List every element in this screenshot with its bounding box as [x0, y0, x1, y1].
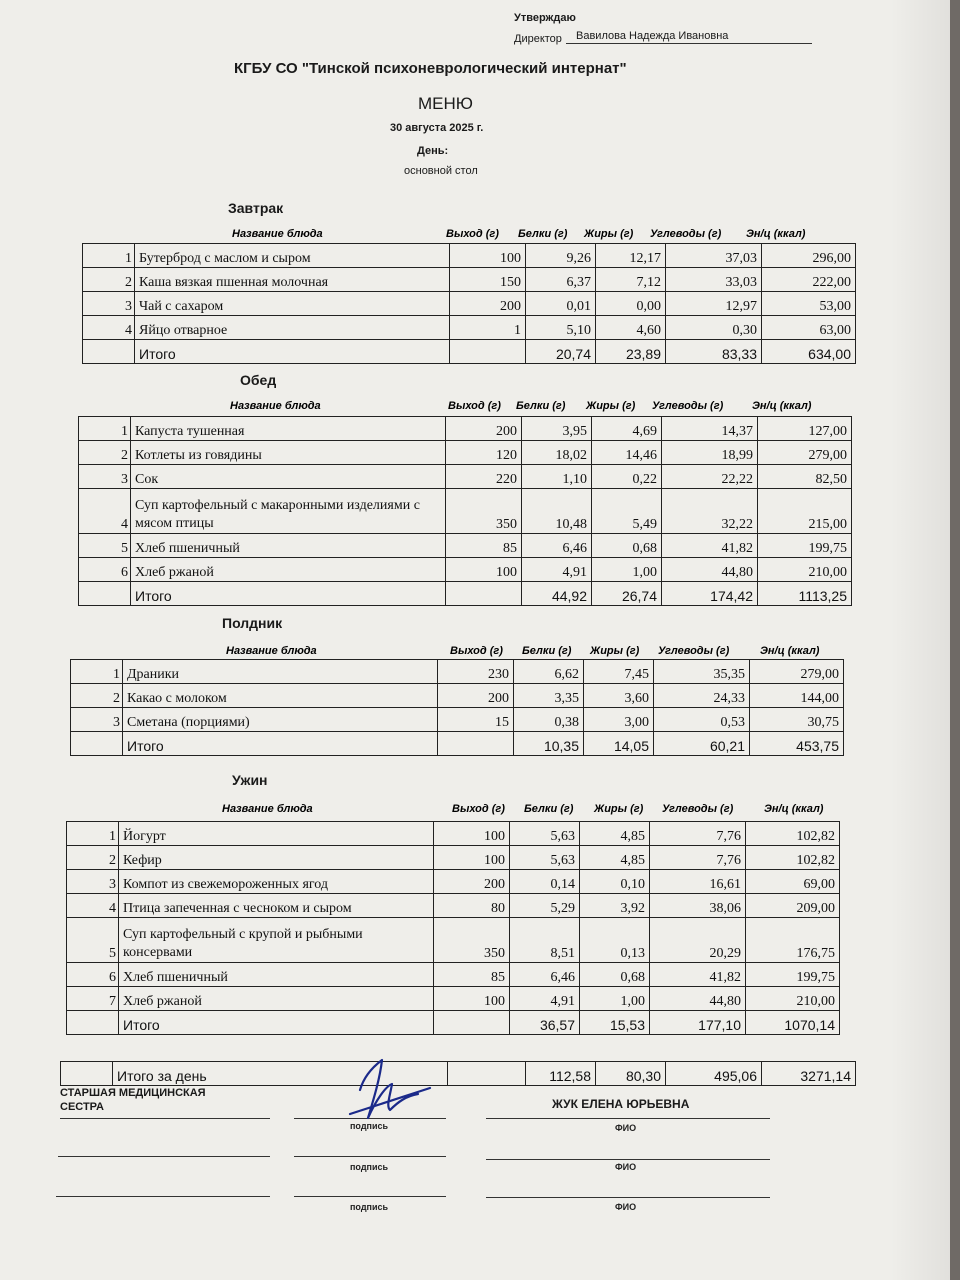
dish-yield: 15	[438, 708, 514, 732]
dish-energy: 127,00	[758, 417, 852, 441]
table-row	[79, 441, 852, 465]
dish-fat: 4,60	[596, 316, 666, 340]
dish-name: Хлеб ржаной	[119, 987, 434, 1011]
dish-name: Компот из свежемороженных ягод	[119, 870, 434, 894]
dish-carbs: 24,33	[654, 684, 750, 708]
column-header-fat: Жиры (г)	[586, 400, 636, 412]
table-row	[79, 417, 852, 441]
table-row	[71, 708, 844, 732]
total-row	[83, 340, 856, 364]
dish-name: Бутерброд с маслом и сыром	[135, 244, 450, 268]
dish-name: Какао с молоком	[123, 684, 438, 708]
dish-energy: 199,75	[746, 963, 840, 987]
dish-fat: 0,68	[580, 963, 650, 987]
row-number: 6	[79, 558, 131, 582]
dish-protein: 5,10	[526, 316, 596, 340]
dish-fat: 3,60	[584, 684, 654, 708]
dish-fat: 5,49	[592, 489, 662, 534]
table-row	[79, 465, 852, 489]
dish-yield: 80	[434, 894, 510, 918]
dish-protein: 4,91	[510, 987, 580, 1011]
dish-energy: 209,00	[746, 894, 840, 918]
dish-carbs: 18,99	[662, 441, 758, 465]
total-protein: 10,35	[514, 732, 584, 756]
dish-name: Капуста тушенная	[131, 417, 446, 441]
approve-label: Утверждаю	[514, 12, 576, 24]
total-label: Итого	[135, 340, 450, 364]
sign-label-1: подпись	[350, 1121, 389, 1131]
dish-carbs: 32,22	[662, 489, 758, 534]
dish-name: Хлеб пшеничный	[119, 963, 434, 987]
dish-name: Каша вязкая пшенная молочная	[135, 268, 450, 292]
row-number: 3	[71, 708, 123, 732]
column-header-protein: Белки (г)	[518, 228, 568, 240]
total-n	[67, 1011, 119, 1035]
row-number: 1	[83, 244, 135, 268]
section-table	[78, 416, 852, 606]
dish-protein: 0,38	[514, 708, 584, 732]
column-header-protein: Белки (г)	[516, 400, 566, 412]
sign-line-3-mid	[294, 1196, 446, 1197]
total-energy: 1070,14	[746, 1011, 840, 1035]
total-energy: 453,75	[750, 732, 844, 756]
dish-carbs: 44,80	[650, 987, 746, 1011]
dish-yield: 100	[434, 846, 510, 870]
table-row	[79, 534, 852, 558]
dish-yield: 100	[450, 244, 526, 268]
section-title: Ужин	[232, 772, 268, 788]
total-fat: 23,89	[596, 340, 666, 364]
dish-energy: 210,00	[746, 987, 840, 1011]
dish-protein: 0,14	[510, 870, 580, 894]
column-header-name: Название блюда	[222, 803, 313, 815]
total-label: Итого	[131, 582, 446, 606]
dish-carbs: 20,29	[650, 918, 746, 963]
dish-energy: 30,75	[750, 708, 844, 732]
dish-fat: 14,46	[592, 441, 662, 465]
table-row	[67, 963, 840, 987]
dish-protein: 5,63	[510, 822, 580, 846]
dish-protein: 8,51	[510, 918, 580, 963]
menu-date: 30 августа 2025 г.	[390, 122, 484, 134]
dish-fat: 3,92	[580, 894, 650, 918]
row-number: 2	[83, 268, 135, 292]
total-label: Итого	[119, 1011, 434, 1035]
sign-label-3: подпись	[350, 1202, 389, 1212]
table-row	[83, 268, 856, 292]
dish-protein: 1,10	[522, 465, 592, 489]
dish-fat: 7,12	[596, 268, 666, 292]
dish-carbs: 0,53	[654, 708, 750, 732]
day-total-row	[61, 1062, 856, 1086]
column-header-energy: Эн/ц (ккал)	[764, 803, 824, 815]
sign-line-2-left	[58, 1156, 270, 1157]
fio-label-1: ФИО	[615, 1123, 637, 1133]
dish-protein: 0,01	[526, 292, 596, 316]
nurse-name: ЖУК ЕЛЕНА ЮРЬЕВНА	[552, 1097, 690, 1111]
dish-fat: 4,85	[580, 822, 650, 846]
dish-energy: 102,82	[746, 822, 840, 846]
dish-fat: 4,69	[592, 417, 662, 441]
dish-carbs: 37,03	[666, 244, 762, 268]
dish-name: Хлеб пшеничный	[131, 534, 446, 558]
row-number: 2	[79, 441, 131, 465]
day-total-table	[60, 1061, 856, 1086]
day-total-protein: 112,58	[526, 1062, 596, 1086]
column-header-fat: Жиры (г)	[584, 228, 634, 240]
total-protein: 36,57	[510, 1011, 580, 1035]
day-total-carbs: 495,06	[666, 1062, 762, 1086]
total-n	[83, 340, 135, 364]
sign-line-2-mid	[294, 1156, 446, 1157]
total-fat: 15,53	[580, 1011, 650, 1035]
row-number: 4	[79, 489, 131, 534]
dish-energy: 222,00	[762, 268, 856, 292]
dish-fat: 3,00	[584, 708, 654, 732]
row-number: 3	[83, 292, 135, 316]
table-row	[67, 987, 840, 1011]
row-number: 2	[71, 684, 123, 708]
dish-energy: 144,00	[750, 684, 844, 708]
dish-name: Птица запеченная с чесноком и сыром	[119, 894, 434, 918]
dish-carbs: 7,76	[650, 846, 746, 870]
dish-energy: 63,00	[762, 316, 856, 340]
dish-yield: 85	[446, 534, 522, 558]
dish-protein: 6,37	[526, 268, 596, 292]
row-number: 4	[83, 316, 135, 340]
column-header-yield: Выход (г)	[452, 803, 505, 815]
dish-protein: 3,95	[522, 417, 592, 441]
dish-energy: 102,82	[746, 846, 840, 870]
dish-energy: 296,00	[762, 244, 856, 268]
column-header-energy: Эн/ц (ккал)	[752, 400, 812, 412]
total-yield	[446, 582, 522, 606]
column-header-carbs: Углеводы (г)	[652, 400, 724, 412]
column-header-protein: Белки (г)	[522, 645, 572, 657]
row-number: 5	[67, 918, 119, 963]
dish-yield: 350	[446, 489, 522, 534]
director-label: Директор	[514, 33, 562, 45]
column-header-energy: Эн/ц (ккал)	[760, 645, 820, 657]
section-table	[82, 243, 856, 364]
dish-energy: 176,75	[746, 918, 840, 963]
total-yield	[438, 732, 514, 756]
dish-fat: 0,68	[592, 534, 662, 558]
total-row	[71, 732, 844, 756]
dish-yield: 200	[446, 417, 522, 441]
table-row	[71, 660, 844, 684]
dish-carbs: 44,80	[662, 558, 758, 582]
table-type: основной стол	[404, 165, 478, 177]
sign-line-3-left	[56, 1196, 270, 1197]
dish-name: Чай с сахаром	[135, 292, 450, 316]
dish-carbs: 14,37	[662, 417, 758, 441]
total-energy: 1113,25	[758, 582, 852, 606]
column-header-carbs: Углеводы (г)	[658, 645, 730, 657]
dish-protein: 5,63	[510, 846, 580, 870]
table-row	[71, 684, 844, 708]
dish-yield: 200	[450, 292, 526, 316]
row-number: 5	[79, 534, 131, 558]
dish-carbs: 12,97	[666, 292, 762, 316]
dish-yield: 220	[446, 465, 522, 489]
dish-yield: 350	[434, 918, 510, 963]
fio-label-2: ФИО	[615, 1162, 637, 1172]
column-header-fat: Жиры (г)	[590, 645, 640, 657]
section-title: Обед	[240, 372, 277, 388]
table-row	[83, 316, 856, 340]
row-number: 7	[67, 987, 119, 1011]
dish-name: Кефир	[119, 846, 434, 870]
table-row	[67, 870, 840, 894]
column-header-carbs: Углеводы (г)	[662, 803, 734, 815]
total-fat: 14,05	[584, 732, 654, 756]
dish-carbs: 38,06	[650, 894, 746, 918]
row-number: 2	[67, 846, 119, 870]
nurse-label: СТАРШАЯ МЕДИЦИНСКАЯ СЕСТРА	[60, 1087, 206, 1113]
dish-energy: 53,00	[762, 292, 856, 316]
row-number: 1	[79, 417, 131, 441]
dish-fat: 0,13	[580, 918, 650, 963]
table-row	[67, 822, 840, 846]
organization-name: КГБУ СО "Тинской психоневрологический интернат"	[234, 60, 627, 77]
sign-line-3-right	[486, 1197, 770, 1198]
dish-protein: 6,46	[510, 963, 580, 987]
dish-name: Сок	[131, 465, 446, 489]
dish-fat: 1,00	[592, 558, 662, 582]
day-total-fat: 80,30	[596, 1062, 666, 1086]
handwritten-signature	[330, 1048, 440, 1128]
director-name: Вавилова Надежда Ивановна	[576, 30, 729, 42]
row-number: 1	[71, 660, 123, 684]
dish-carbs: 16,61	[650, 870, 746, 894]
row-number: 3	[67, 870, 119, 894]
total-row	[67, 1011, 840, 1035]
dish-carbs: 35,35	[654, 660, 750, 684]
table-row	[67, 846, 840, 870]
column-header-yield: Выход (г)	[448, 400, 501, 412]
dish-fat: 1,00	[580, 987, 650, 1011]
total-fat: 26,74	[592, 582, 662, 606]
dish-energy: 82,50	[758, 465, 852, 489]
dish-yield: 100	[446, 558, 522, 582]
dish-protein: 10,48	[522, 489, 592, 534]
dish-energy: 279,00	[758, 441, 852, 465]
day-total-yield	[448, 1062, 526, 1086]
column-header-energy: Эн/ц (ккал)	[746, 228, 806, 240]
column-header-name: Название блюда	[232, 228, 323, 240]
dish-fat: 7,45	[584, 660, 654, 684]
total-carbs: 60,21	[654, 732, 750, 756]
dish-energy: 279,00	[750, 660, 844, 684]
table-row	[83, 244, 856, 268]
dish-carbs: 7,76	[650, 822, 746, 846]
total-yield	[434, 1011, 510, 1035]
total-protein: 20,74	[526, 340, 596, 364]
row-number: 3	[79, 465, 131, 489]
sign-line-1-left	[60, 1118, 270, 1119]
dish-yield: 230	[438, 660, 514, 684]
dish-protein: 6,62	[514, 660, 584, 684]
dish-name: Суп картофельный с макаронными изделиями с мясом птицы	[131, 489, 446, 534]
dish-protein: 9,26	[526, 244, 596, 268]
dish-name: Суп картофельный с крупой и рыбными консервами	[119, 918, 434, 963]
dish-protein: 5,29	[510, 894, 580, 918]
dish-energy: 199,75	[758, 534, 852, 558]
dish-fat: 0,22	[592, 465, 662, 489]
dish-protein: 6,46	[522, 534, 592, 558]
day-total-n	[61, 1062, 113, 1086]
dish-yield: 200	[434, 870, 510, 894]
section-title: Завтрак	[228, 200, 284, 216]
day-total-label: Итого за день	[113, 1062, 448, 1086]
table-row	[79, 558, 852, 582]
dish-yield: 120	[446, 441, 522, 465]
total-n	[71, 732, 123, 756]
total-n	[79, 582, 131, 606]
day-label: День:	[417, 145, 449, 157]
section-table	[70, 659, 844, 756]
dish-name: Драники	[123, 660, 438, 684]
table-row	[67, 918, 840, 963]
dish-energy: 215,00	[758, 489, 852, 534]
total-energy: 634,00	[762, 340, 856, 364]
total-carbs: 177,10	[650, 1011, 746, 1035]
dish-yield: 1	[450, 316, 526, 340]
column-header-name: Название блюда	[226, 645, 317, 657]
sign-line-1-right	[486, 1118, 770, 1119]
section-title: Полдник	[222, 615, 283, 631]
dish-yield: 100	[434, 987, 510, 1011]
dish-carbs: 22,22	[662, 465, 758, 489]
document-title: МЕНЮ	[418, 94, 473, 113]
dish-name: Сметана (порциями)	[123, 708, 438, 732]
section-table	[66, 821, 840, 1035]
dish-energy: 210,00	[758, 558, 852, 582]
dish-fat: 0,00	[596, 292, 666, 316]
dish-protein: 18,02	[522, 441, 592, 465]
row-number: 4	[67, 894, 119, 918]
day-total-energy: 3271,14	[762, 1062, 856, 1086]
sign-label-2: подпись	[350, 1162, 389, 1172]
total-protein: 44,92	[522, 582, 592, 606]
dish-fat: 12,17	[596, 244, 666, 268]
table-row	[79, 489, 852, 534]
dish-name: Котлеты из говядины	[131, 441, 446, 465]
column-header-yield: Выход (г)	[450, 645, 503, 657]
total-carbs: 174,42	[662, 582, 758, 606]
dish-name: Йогурт	[119, 822, 434, 846]
dish-name: Яйцо отварное	[135, 316, 450, 340]
dish-protein: 3,35	[514, 684, 584, 708]
column-header-fat: Жиры (г)	[594, 803, 644, 815]
dish-fat: 0,10	[580, 870, 650, 894]
dish-energy: 69,00	[746, 870, 840, 894]
dish-carbs: 33,03	[666, 268, 762, 292]
fio-label-3: ФИО	[615, 1202, 637, 1212]
sign-line-2-right	[486, 1159, 770, 1160]
table-row	[83, 292, 856, 316]
total-yield	[450, 340, 526, 364]
dish-carbs: 41,82	[650, 963, 746, 987]
dish-name: Хлеб ржаной	[131, 558, 446, 582]
dish-carbs: 41,82	[662, 534, 758, 558]
column-header-name: Название блюда	[230, 400, 321, 412]
total-label: Итого	[123, 732, 438, 756]
dish-fat: 4,85	[580, 846, 650, 870]
dish-yield: 85	[434, 963, 510, 987]
column-header-yield: Выход (г)	[446, 228, 499, 240]
dish-carbs: 0,30	[666, 316, 762, 340]
table-row	[67, 894, 840, 918]
column-header-carbs: Углеводы (г)	[650, 228, 722, 240]
row-number: 1	[67, 822, 119, 846]
director-signature-line	[566, 43, 812, 44]
total-carbs: 83,33	[666, 340, 762, 364]
dish-yield: 100	[434, 822, 510, 846]
dish-protein: 4,91	[522, 558, 592, 582]
row-number: 6	[67, 963, 119, 987]
total-row	[79, 582, 852, 606]
dish-yield: 200	[438, 684, 514, 708]
dish-yield: 150	[450, 268, 526, 292]
column-header-protein: Белки (г)	[524, 803, 574, 815]
